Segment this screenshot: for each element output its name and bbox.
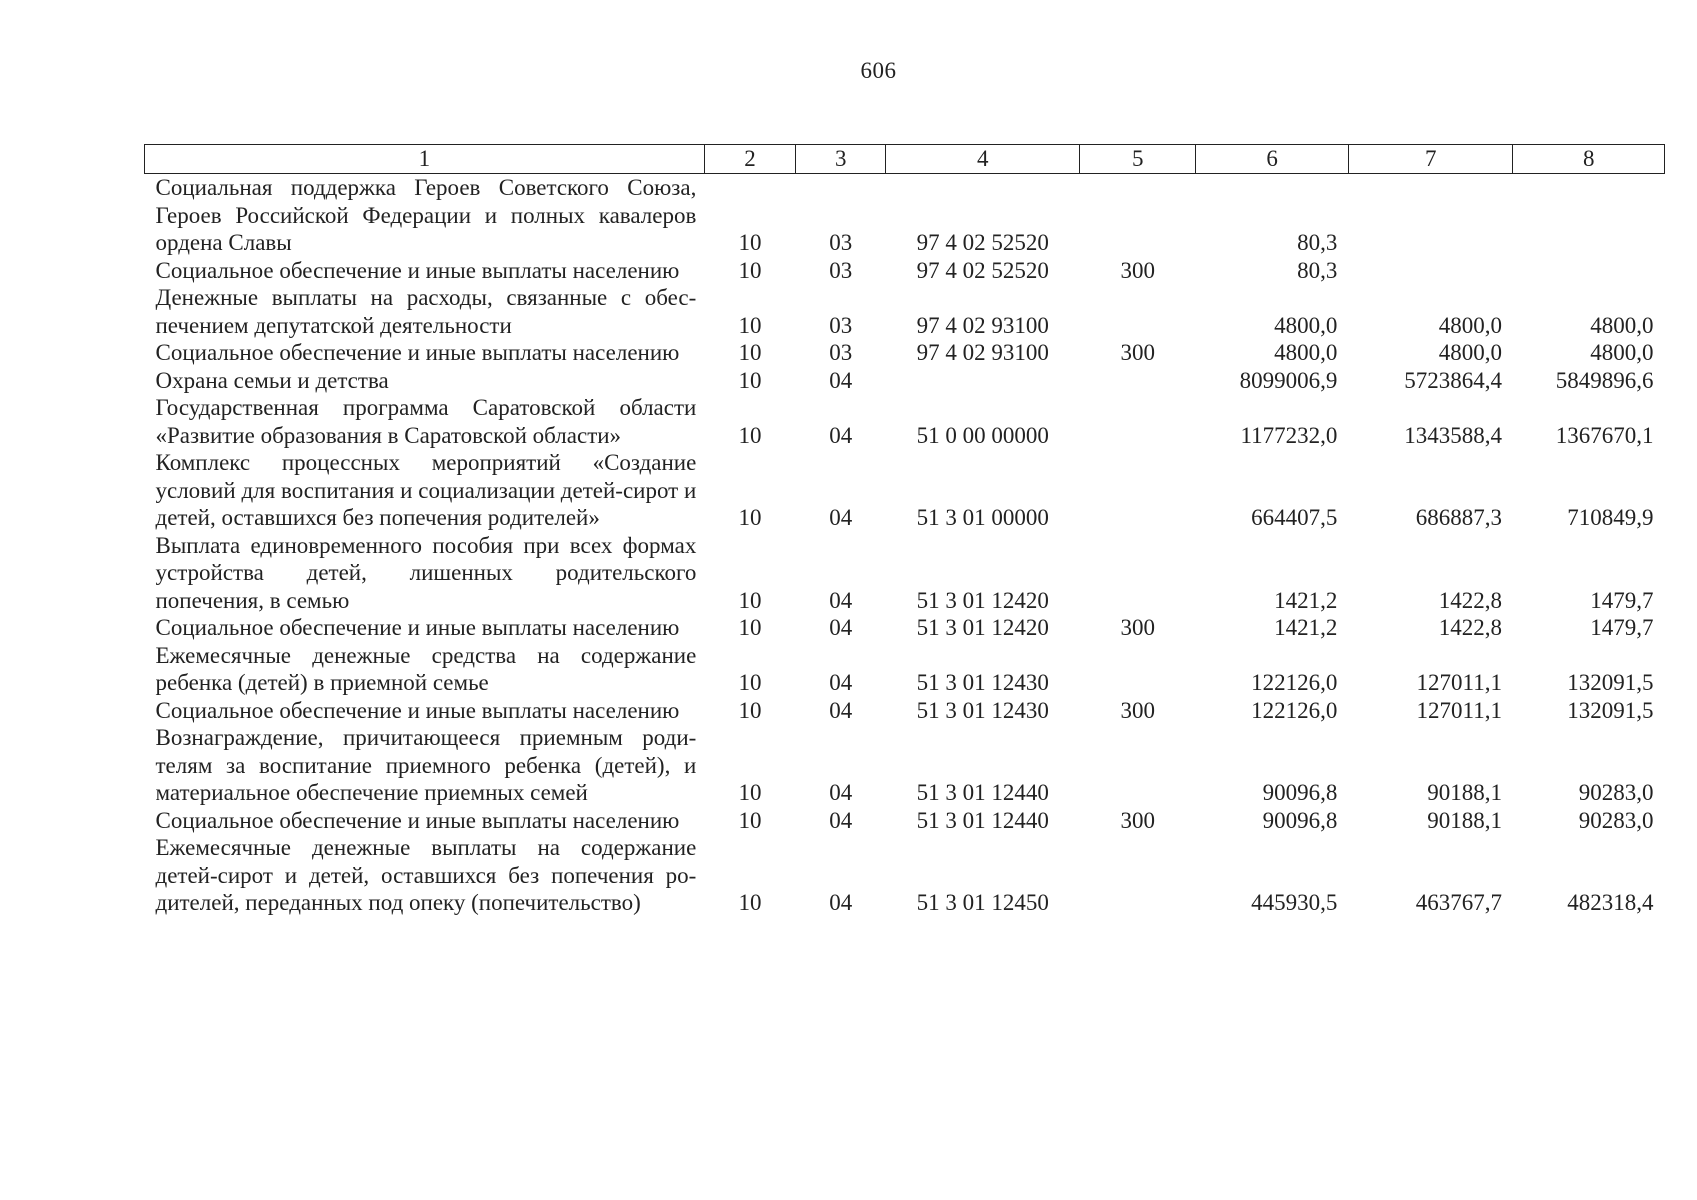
subsection-code-cell: 03 [829,340,853,365]
row-name-cell: Социальное обеспечение и иные выплаты населению [155,257,680,283]
amount-col6-cell: 80,3 [1297,257,1338,283]
target-article-cell: 51 3 01 12440 [916,780,1049,805]
column-header: 5 [1080,145,1196,174]
table-row [145,339,1665,367]
subsection-code-cell: 04 [829,780,853,805]
column-header: 3 [796,145,886,174]
section-code-cell: 10 [738,890,762,915]
expense-type-cell [1080,367,1196,395]
amount-col8-cell: 482318,4 [1567,890,1654,915]
amount-col6-cell: 445930,5 [1251,890,1338,915]
amount-col7-cell: 1343588,4 [1404,422,1502,448]
row-name-cell: Государственная программа Саратовской области «Развитие образования в Саратовской области» [155,395,697,448]
target-article-cell: 51 3 01 12440 [916,807,1049,833]
amount-col7-cell: 1422,8 [1438,587,1502,613]
row-name-cell: Денежные выплаты на расходы, связанные с обеспечением депутатской деятельности [155,285,697,338]
amount-col7-cell: 686887,3 [1415,505,1502,530]
section-code-cell: 10 [738,230,762,255]
amount-col8-cell [1513,257,1665,285]
target-article-cell [886,367,1080,395]
amount-col7-cell [1348,257,1513,285]
row-name-cell: Охрана семьи и детства [155,367,389,393]
section-code-cell: 10 [738,670,762,695]
subsection-code-cell: 03 [829,257,853,283]
amount-col6-cell: 664407,5 [1251,505,1338,530]
subsection-code-cell: 04 [829,505,853,530]
amount-col8-cell: 90283,0 [1578,807,1654,833]
column-number-row [145,145,1665,174]
subsection-code-cell: 04 [829,615,853,640]
expense-type-cell [1080,834,1196,917]
row-name-cell: Социальное обеспечение и иные выплаты населению [155,807,680,833]
row-name-cell: Социальное обеспечение и иные выплаты населению [155,697,680,723]
column-header: 7 [1348,145,1513,174]
table-row [145,367,1665,395]
row-name-cell: Социальная поддержка Героев Советского Союза, Героев Российской Федерации и полных кавалеров ордена Славы [155,175,697,255]
subsection-code-cell: 04 [829,587,853,613]
amount-col8-cell [1513,174,1665,257]
target-article-cell: 97 4 02 93100 [916,340,1049,365]
table-row [145,257,1665,285]
expense-type-cell [1080,284,1196,339]
amount-col8-cell: 710849,9 [1567,505,1654,530]
budget-table [144,144,1665,917]
expense-type-cell [1080,394,1196,449]
section-code-cell: 10 [738,807,762,833]
amount-col6-cell: 4800,0 [1274,312,1338,338]
amount-col7-cell: 463767,7 [1415,890,1502,915]
section-code-cell: 10 [738,615,762,640]
section-code-cell: 10 [738,367,762,393]
row-name-cell: Комплекс процессных мероприятий «Создание условий для воспитания и социализации детей-сирот и детей, оставшихся без попечения родителей» [155,450,697,530]
page-number: 606 [860,58,897,83]
target-article-cell: 51 3 01 12420 [916,615,1049,640]
amount-col6-cell: 1421,2 [1274,615,1338,640]
target-article-cell: 97 4 02 52520 [916,257,1049,283]
amount-col8-cell: 4800,0 [1590,312,1654,338]
expense-type-cell: 300 [1120,807,1155,833]
section-code-cell: 10 [738,587,762,613]
table-row [145,174,1665,257]
amount-col7-cell [1348,174,1513,257]
target-article-cell: 51 3 01 00000 [916,505,1049,530]
amount-col6-cell: 8099006,9 [1239,367,1338,393]
column-header: 4 [886,145,1080,174]
expense-type-cell: 300 [1120,615,1155,640]
amount-col7-cell: 127011,1 [1416,670,1502,695]
expense-type-cell [1080,449,1196,532]
amount-col6-cell: 122126,0 [1251,670,1338,695]
expense-type-cell: 300 [1120,257,1155,283]
table-row [145,614,1665,642]
target-article-cell: 51 3 01 12430 [916,670,1049,695]
target-article-cell: 97 4 02 93100 [916,312,1049,338]
table-row [145,284,1665,339]
amount-col8-cell: 132091,5 [1567,670,1654,695]
table-body [145,174,1665,917]
amount-col8-cell: 5849896,6 [1555,367,1654,393]
subsection-code-cell: 04 [829,367,853,393]
expense-type-cell [1080,724,1196,807]
amount-col8-cell: 4800,0 [1590,340,1654,365]
section-code-cell: 10 [738,780,762,805]
table-row [145,642,1665,697]
table-row [145,697,1665,725]
expense-type-cell [1080,532,1196,615]
subsection-code-cell: 04 [829,807,853,833]
table-row [145,807,1665,835]
expense-type-cell [1080,642,1196,697]
section-code-cell: 10 [738,422,762,448]
target-article-cell: 51 3 01 12450 [916,890,1049,915]
table-row [145,394,1665,449]
row-name-cell: Ежемесячные денежные средства на содержание ребенка (детей) в приемной семье [155,642,697,695]
amount-col7-cell: 4800,0 [1438,340,1502,365]
amount-col7-cell: 5723864,4 [1404,367,1502,393]
amount-col6-cell: 90096,8 [1262,807,1338,833]
subsection-code-cell: 03 [829,312,853,338]
target-article-cell: 51 0 00 00000 [916,422,1049,448]
subsection-code-cell: 04 [829,670,853,695]
subsection-code-cell: 03 [829,230,853,255]
target-article-cell: 51 3 01 12430 [916,697,1049,723]
amount-col7-cell: 1422,8 [1438,615,1502,640]
section-code-cell: 10 [738,312,762,338]
amount-col7-cell: 4800,0 [1438,312,1502,338]
amount-col6-cell: 4800,0 [1274,340,1338,365]
table-row [145,449,1665,532]
subsection-code-cell: 04 [829,697,853,723]
row-name-cell: Социальное обеспечение и иные выплаты населению [155,615,680,640]
subsection-code-cell: 04 [829,890,853,915]
amount-col8-cell: 1479,7 [1590,615,1654,640]
row-name-cell: Социальное обеспечение и иные выплаты населению [155,340,680,365]
expense-type-cell [1080,174,1196,257]
amount-col6-cell: 1421,2 [1274,587,1338,613]
expense-type-cell: 300 [1120,340,1155,365]
amount-col8-cell: 1367670,1 [1555,422,1654,448]
column-header: 2 [704,145,795,174]
column-header: 1 [145,145,705,174]
amount-col6-cell: 80,3 [1297,230,1338,255]
row-name-cell: Ежемесячные денежные выплаты на содержание детей-сирот и детей, оставшихся без попечения родителей, переданных под опеку (попечительство) [155,835,697,915]
target-article-cell: 97 4 02 52520 [916,230,1049,255]
section-code-cell: 10 [738,697,762,723]
amount-col6-cell: 90096,8 [1262,780,1338,805]
table-row [145,834,1665,917]
table-header [145,145,1665,174]
table-row [145,724,1665,807]
column-header: 6 [1196,145,1349,174]
row-name-cell: Выплата единовременного пособия при всех формах устройства детей, лишенных родительского попечения, в семью [155,532,697,613]
table-row [145,532,1665,615]
amount-col8-cell: 1479,7 [1590,587,1654,613]
amount-col7-cell: 90188,1 [1427,807,1502,833]
amount-col6-cell: 122126,0 [1251,697,1338,723]
section-code-cell: 10 [738,340,762,365]
expense-type-cell: 300 [1120,697,1155,723]
amount-col7-cell: 127011,1 [1416,697,1502,723]
section-code-cell: 10 [738,257,762,283]
amount-col8-cell: 90283,0 [1578,780,1654,805]
target-article-cell: 51 3 01 12420 [916,587,1049,613]
amount-col6-cell: 1177232,0 [1240,422,1338,448]
section-code-cell: 10 [738,505,762,530]
amount-col8-cell: 132091,5 [1567,697,1654,723]
amount-col7-cell: 90188,1 [1427,780,1502,805]
subsection-code-cell: 04 [829,422,853,448]
column-header: 8 [1513,145,1665,174]
row-name-cell: Вознаграждение, причитающееся приемным родителям за воспитание приемного ребенка (детей), и материальное обеспечение приемных семей [155,725,697,805]
